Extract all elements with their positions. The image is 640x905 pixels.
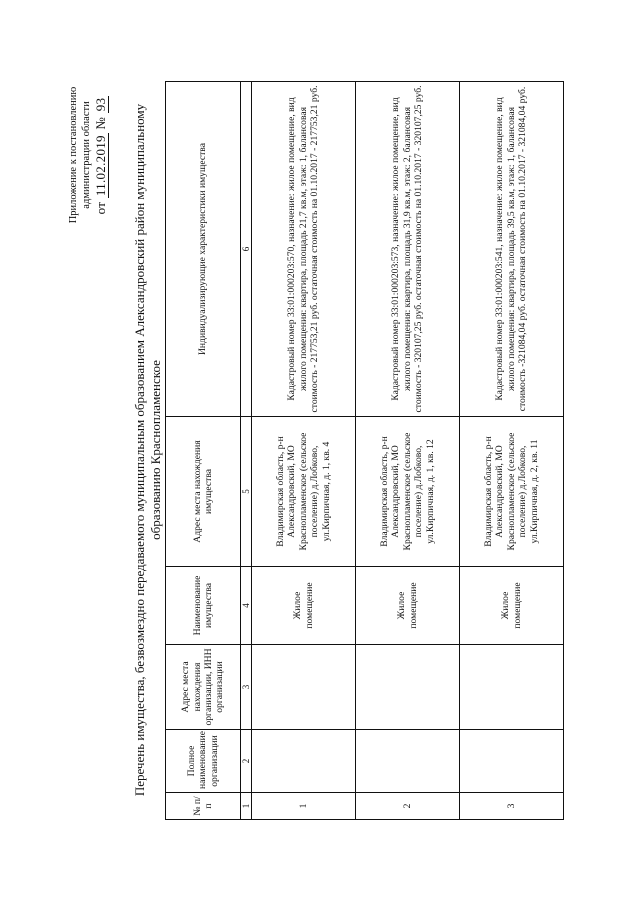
row-org-name (460, 730, 564, 793)
property-table (165, 81, 564, 820)
decree-number: 93 (93, 97, 108, 112)
row-property-address: Владимирская область, р-н Александровский, МО Краснопламенское (сельское поселение) д.Лобково, ул.Кирпичная, д. 2, кв. 11 (460, 417, 564, 567)
row-org-address (460, 645, 564, 730)
row-characteristics: Кадастровый номер 33:01:000203:570, назначение: жилое помещение, вид жилого помещения: квартира, площадь 21,7 кв.м, этаж: 1, балансовая стоимость - 217753,21 руб. остаточная стоимость на 01.10.2017 - 217753,21 руб. (252, 82, 356, 417)
header-num: № п/п (166, 793, 241, 820)
row-num: 1 (252, 793, 356, 820)
row-property-name: Жилое помещение (356, 567, 460, 645)
table-row (252, 82, 356, 820)
row-property-name: Жилое помещение (252, 567, 356, 645)
decree-date: 11.02.2019 (93, 135, 108, 197)
row-org-address (252, 645, 356, 730)
appendix-block (67, 60, 107, 250)
appendix-date-line (94, 60, 107, 250)
row-org-name (356, 730, 460, 793)
row-num: 3 (460, 793, 564, 820)
document-title: Перечень имущества, безвозмездно передаваемого муниципальным образованием Александровский район муниципальному образованию Краснопламенское (132, 103, 163, 797)
table-header-row (166, 82, 241, 820)
row-num: 2 (356, 793, 460, 820)
table-row (460, 82, 564, 820)
column-number: 6 (241, 82, 252, 417)
row-property-name: Жилое помещение (460, 567, 564, 645)
header-property-name: Наименование имущества (166, 567, 241, 645)
number-sign: № (93, 116, 108, 130)
column-number: 2 (241, 730, 252, 793)
column-number-row (241, 82, 252, 820)
row-property-address: Владимирская область, р-н Александровский, МО Краснопламенское (сельское поселение) д.Лобково, ул.Кирпичная, д. 1, кв. 12 (356, 417, 460, 567)
appendix-line-2: администрации области (81, 101, 92, 209)
header-org-name: Полное наименование организации (166, 730, 241, 793)
header-property-address: Адрес места нахождения имущества (166, 417, 241, 567)
table-row (356, 82, 460, 820)
header-org-address: Адрес места нахождения организации, ИНН организации (166, 645, 241, 730)
row-org-name (252, 730, 356, 793)
row-characteristics: Кадастровый номер 33:01:000203:541, назначение: жилое помещение, вид жилого помещения: квартира, площадь 39,5 кв.м, этаж: 1, балансовая стоимость -321084,04 руб. остаточная стоимость на 01.10.2017 - 321084,04 руб. (460, 82, 564, 417)
column-number: 3 (241, 645, 252, 730)
column-number: 1 (241, 793, 252, 820)
row-org-address (356, 645, 460, 730)
row-characteristics: Кадастровый номер 33:01:000203:573, назначение: жилое помещение, вид жилого помещения: квартира, площадь 31,9 кв.м, этаж: 2, балансовая стоимость - 320107,25 руб. остаточная стоимость на 01.10.2017 - 320107,25 руб. (356, 82, 460, 417)
column-number: 4 (241, 567, 252, 645)
appendix-line-1: Приложение к постановлению (68, 86, 79, 224)
header-characteristics: Индивидуализирующие характеристики имущества (166, 82, 241, 417)
date-prefix: от (93, 201, 108, 215)
row-property-address: Владимирская область, р-н Александровский, МО Краснопламенское (сельское поселение) д.Лобково, ул.Кирпичная, д. 1, кв. 4 (252, 417, 356, 567)
column-number: 5 (241, 417, 252, 567)
